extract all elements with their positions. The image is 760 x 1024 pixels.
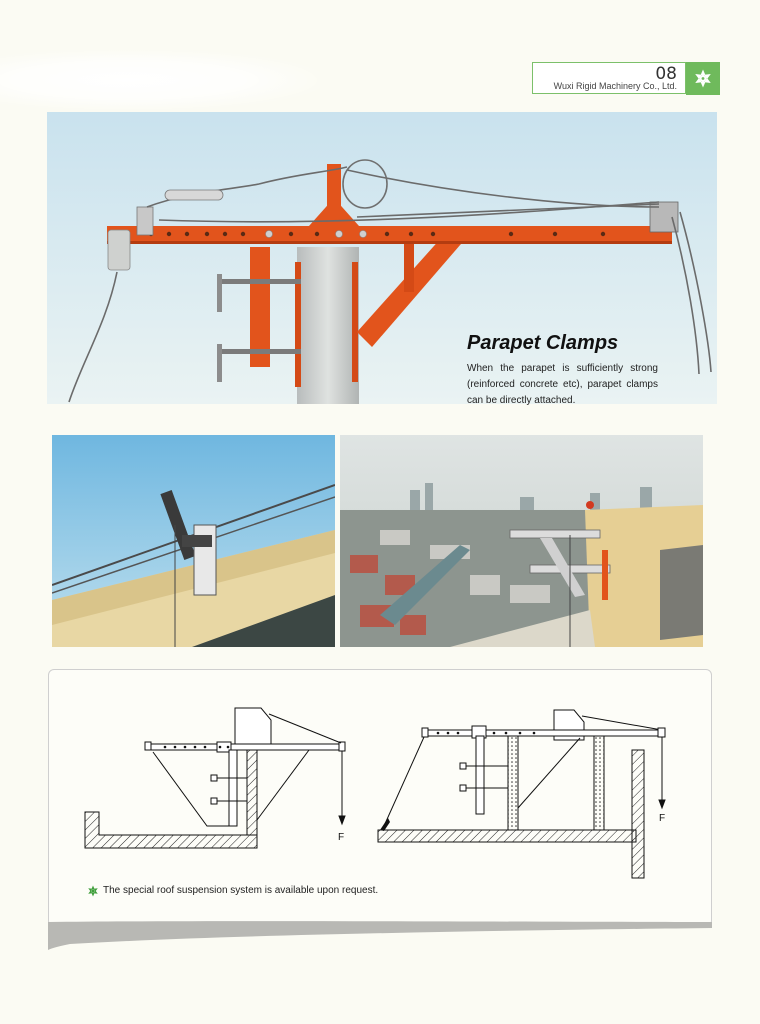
gear-flower-icon	[686, 62, 720, 95]
logo-badge	[686, 62, 720, 95]
gear-flower-icon	[87, 885, 99, 897]
page-bottom-curve	[40, 918, 720, 958]
page-label-box	[532, 62, 686, 94]
section-description: When the parapet is sufficiently strong (reinforced concrete etc), parapet clamps can be directly attached.	[467, 363, 658, 406]
company-name: Wuxi Rigid Machinery Co., Ltd.	[553, 81, 677, 91]
page-header	[532, 62, 720, 96]
page-number: 08	[655, 64, 677, 84]
installation-photo-right	[340, 435, 703, 647]
force-label-left: F	[338, 832, 345, 843]
parapet-clamp-diagram-left	[79, 700, 359, 890]
footer-note: The special roof suspension system is available upon request.	[103, 885, 379, 896]
parapet-clamp-diagram-right	[374, 700, 679, 890]
installation-photo-left	[52, 435, 335, 647]
header-glow	[0, 50, 320, 110]
force-label-right: F	[659, 813, 666, 824]
section-title: Parapet Clamps	[467, 332, 619, 354]
